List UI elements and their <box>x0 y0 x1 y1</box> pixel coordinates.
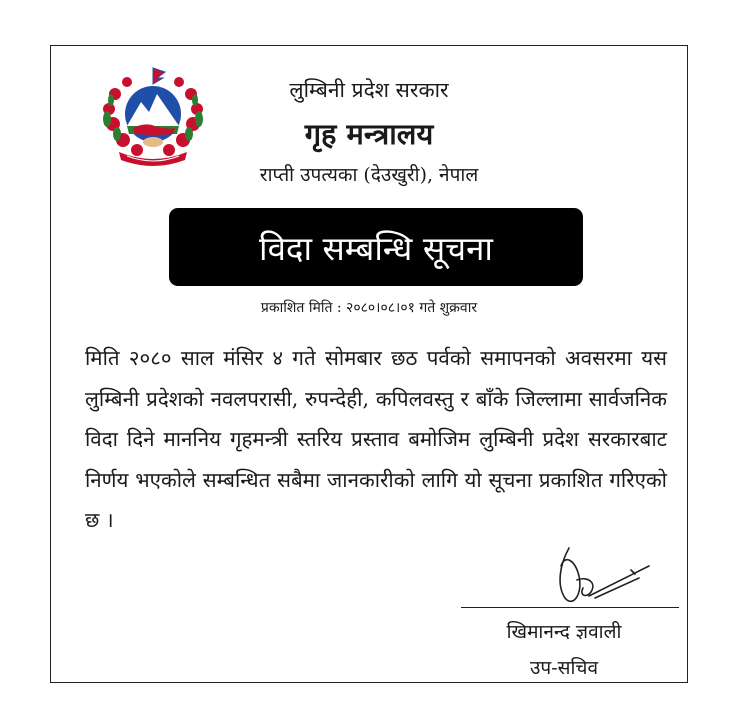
handwritten-signature-icon <box>539 536 659 616</box>
ministry-name: गृह मन्त्रालय <box>304 117 434 151</box>
signatory-name: खिमानन्द ज्ञवाली <box>506 621 622 643</box>
notice-title-banner <box>169 208 583 286</box>
signature-line <box>461 607 679 608</box>
notice-document <box>50 45 688 683</box>
notice-title: विदा सम्बन्धि सूचना <box>259 228 493 268</box>
signatory-title: उप-सचिव <box>529 657 599 679</box>
government-name: लुम्बिनी प्रदेश सरकार <box>289 78 449 102</box>
notice-body: मिति २०८० साल मंसिर ४ गते सोमबार छठ पर्वको समापनको अवसरमा यस लुम्बिनी प्रदेशको नवलपरासी, रुपन्देही, कपिलवस्तु र बाँके जिल्लामा सार्वजनिक विदा दिने माननिय गृहमन्त्री स्तरिय प्रस्ताव बमोजिम लुम्बिनी प्रदेश सरकारबाट निर्णय भएकोले सम्बन्धित सबैमा जानकारीको लागि यो सूचना प्रकाशित गरिएको छ । <box>85 346 667 532</box>
published-date: प्रकाशित मिति : २०८०।०८।०१ गते शुक्रवार <box>260 300 478 316</box>
office-location: राप्ती उपत्यका (देउखुरी), नेपाल <box>259 164 479 186</box>
